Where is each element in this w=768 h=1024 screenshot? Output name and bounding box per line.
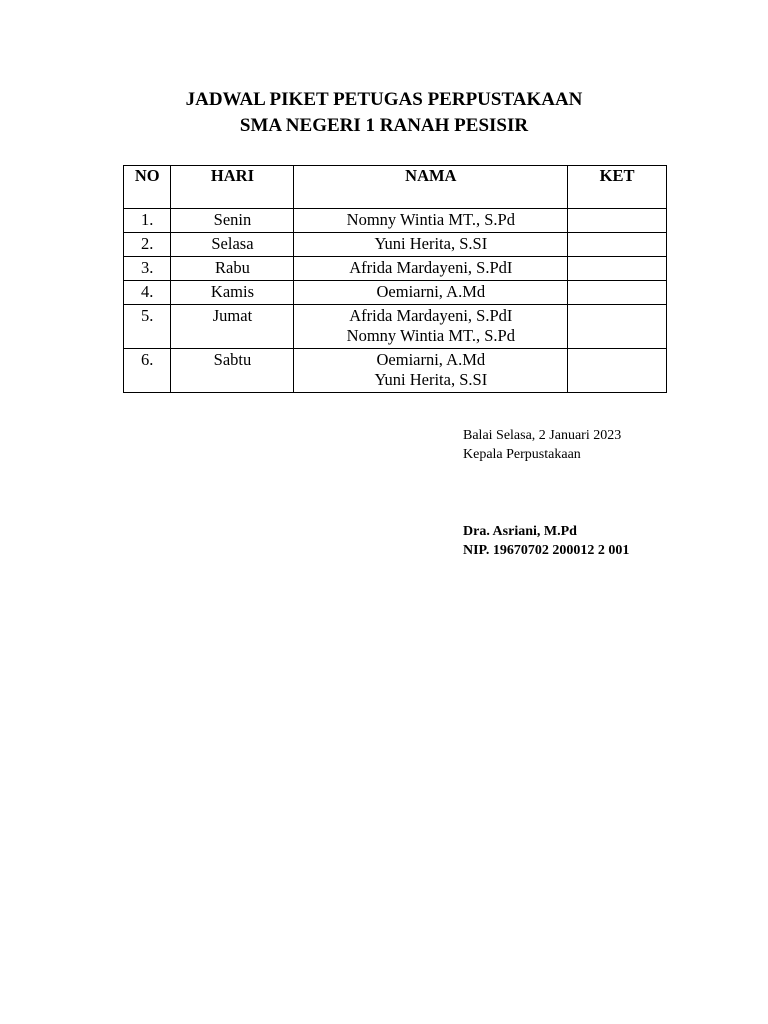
place-date: Balai Selasa, 2 Januari 2023 <box>463 428 622 443</box>
cell-nama <box>294 257 568 281</box>
signatory-position: Kepala Perpustakaan <box>463 447 581 462</box>
document-title: JADWAL PIKET PETUGAS PERPUSTAKAAN <box>185 89 583 110</box>
signatory-name: Dra. Asriani, M.Pd <box>463 524 577 539</box>
cell-hari: Senin <box>171 209 294 233</box>
table-row <box>124 349 667 393</box>
staff-name: Yuni Herita, S.SI <box>374 370 488 389</box>
schedule-table <box>123 165 667 393</box>
cell-no: 4. <box>124 281 171 305</box>
staff-name: Afrida Mardayeni, S.PdI <box>349 306 513 325</box>
signature-block <box>463 426 629 560</box>
cell-ket <box>568 349 667 393</box>
staff-name: Oemiarni, A.Md <box>376 282 486 301</box>
cell-ket <box>568 281 667 305</box>
staff-name: Afrida Mardayeni, S.PdI <box>349 258 513 277</box>
staff-name: Nomny Wintia MT., S.Pd <box>346 326 515 345</box>
cell-no: 3. <box>124 257 171 281</box>
cell-hari: Selasa <box>171 233 294 257</box>
cell-ket <box>568 257 667 281</box>
cell-no: 5. <box>124 305 171 349</box>
table-row <box>124 257 667 281</box>
cell-no: 6. <box>124 349 171 393</box>
cell-no: 2. <box>124 233 171 257</box>
document-subtitle: SMA NEGERI 1 RANAH PESISIR <box>239 115 529 136</box>
cell-nama <box>294 233 568 257</box>
cell-hari: Sabtu <box>171 349 294 393</box>
cell-nama <box>294 305 568 349</box>
cell-ket <box>568 233 667 257</box>
cell-no: 1. <box>124 209 171 233</box>
cell-hari: Rabu <box>171 257 294 281</box>
cell-nama <box>294 209 568 233</box>
signatory-nip: NIP. 19670702 200012 2 001 <box>463 543 630 558</box>
column-header-hari: HARI <box>171 166 294 209</box>
signature-space <box>463 464 629 522</box>
cell-ket <box>568 209 667 233</box>
table-header-row <box>124 166 667 209</box>
staff-name: Yuni Herita, S.SI <box>374 234 488 253</box>
column-header-ket: KET <box>568 166 667 209</box>
table-row <box>124 233 667 257</box>
column-header-no: NO <box>124 166 171 209</box>
cell-ket <box>568 305 667 349</box>
cell-hari: Jumat <box>171 305 294 349</box>
staff-name: Oemiarni, A.Md <box>376 350 486 369</box>
cell-nama <box>294 349 568 393</box>
cell-nama <box>294 281 568 305</box>
table-row <box>124 305 667 349</box>
table-row <box>124 281 667 305</box>
staff-name: Nomny Wintia MT., S.Pd <box>346 210 515 229</box>
column-header-nama: NAMA <box>294 166 568 209</box>
table-row <box>124 209 667 233</box>
cell-hari: Kamis <box>171 281 294 305</box>
